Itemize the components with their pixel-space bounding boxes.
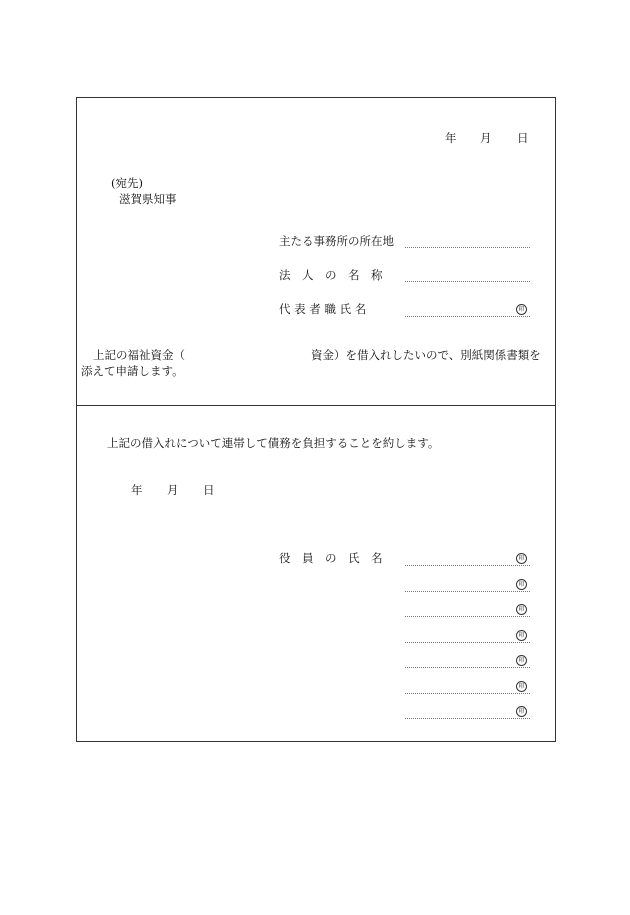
address-field[interactable] [405, 247, 530, 248]
officer-seal: 印 [516, 579, 527, 590]
guarantee-date-year: 年 [131, 483, 143, 497]
date-year: 年 [445, 131, 457, 145]
request-text-part2: 資金）を借入れしたいので、別紙関係書類を [311, 348, 541, 362]
corp-name-label: 法 人 の 名 称 [279, 268, 383, 282]
addressee: 滋賀県知事 [119, 192, 177, 206]
corp-name-field[interactable] [405, 281, 530, 282]
officer-name-field[interactable] [405, 565, 530, 566]
officer-seal: 印 [516, 681, 527, 692]
guarantee-statement: 上記の借入れについて連帯して債務を負担することを約します。 [107, 436, 440, 450]
addressee-label: (宛先) [111, 176, 143, 190]
representative-field[interactable] [405, 316, 530, 317]
officer-name-label: 役 員 の 氏 名 [279, 551, 383, 565]
officer-name-field[interactable] [405, 591, 530, 592]
date-month: 月 [480, 131, 492, 145]
officer-name-field[interactable] [405, 667, 530, 668]
date-day: 日 [517, 131, 529, 145]
section-divider [77, 405, 555, 406]
representative-label: 代 表 者 職 氏 名 [279, 302, 367, 316]
officer-seal: 印 [516, 553, 527, 564]
representative-seal: 印 [516, 304, 527, 315]
officer-name-field[interactable] [405, 616, 530, 617]
officer-name-field[interactable] [405, 693, 530, 694]
guarantee-date-month: 月 [167, 483, 179, 497]
officer-seal: 印 [516, 655, 527, 666]
officer-seal: 印 [516, 706, 527, 717]
guarantee-date-day: 日 [203, 483, 215, 497]
application-form [76, 97, 556, 742]
request-text-part1: 上記の福祉資金（ [93, 348, 185, 362]
officer-name-field[interactable] [405, 718, 530, 719]
address-label: 主たる事務所の所在地 [279, 234, 394, 248]
officer-seal: 印 [516, 630, 527, 641]
officer-seal: 印 [516, 604, 527, 615]
officer-name-field[interactable] [405, 642, 530, 643]
request-text-line2: 添えて申請します。 [81, 364, 184, 378]
